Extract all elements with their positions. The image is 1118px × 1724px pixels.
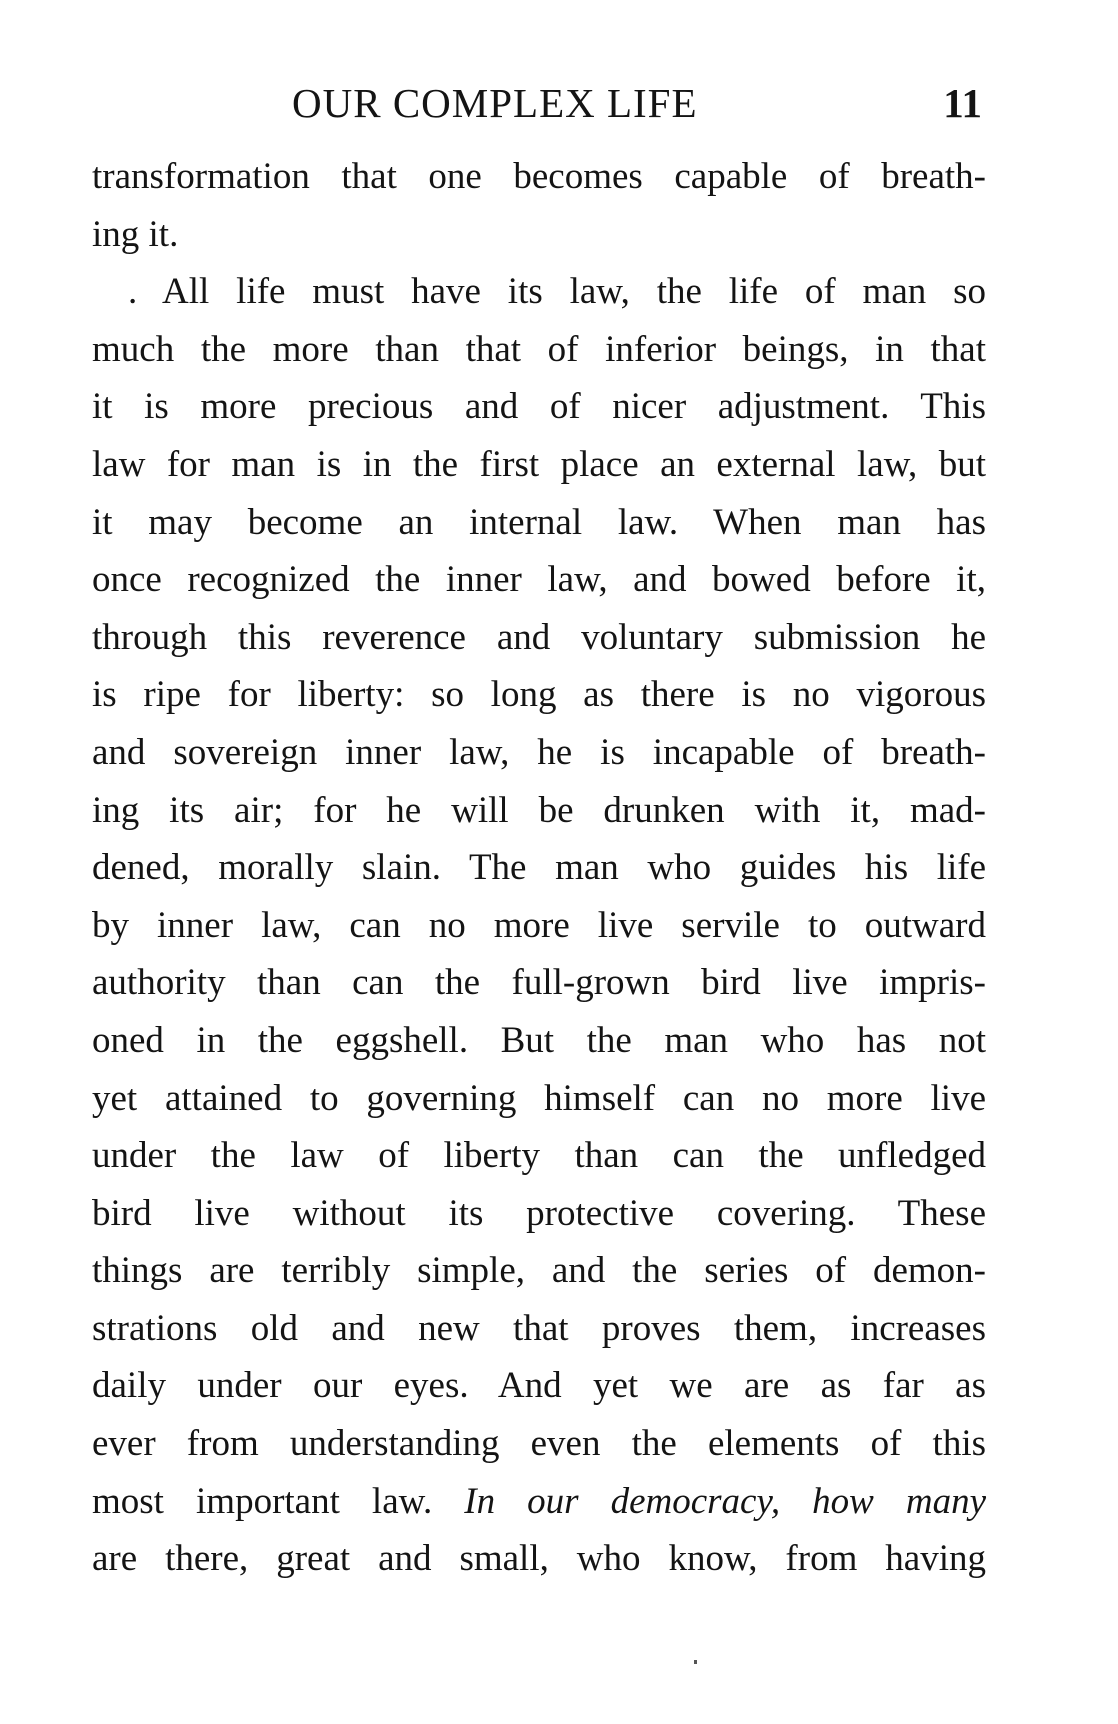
text-line-mixed (92, 1473, 986, 1531)
text-line: by inner law, can no more live servile to outward (92, 904, 986, 946)
text-line: under the law of liberty than can the unfledged (92, 1135, 986, 1177)
text-line: transformation that one becomes capable of breath- (92, 156, 986, 197)
text-line: it may become an internal law. When man has (92, 501, 986, 543)
text-line: is ripe for liberty: so long as there is no vigorous (92, 674, 986, 716)
text-line: daily under our eyes. And yet we are as far as (92, 1365, 986, 1407)
italic-segment: In our democracy, how many (464, 1480, 987, 1522)
text-line: ing its air; for he will be drunken with it, mad- (92, 789, 986, 831)
text-line: yet attained to governing himself can no more live (92, 1077, 986, 1119)
text-line: it is more precious and of nicer adjustment. This (92, 386, 986, 428)
text-line: are there, great and small, who know, from having (92, 1538, 986, 1580)
text-line: through this reverence and voluntary submission he (92, 616, 986, 658)
text-segment: most important law. (92, 1480, 433, 1522)
text-line: authority than can the full-grown bird live impris- (92, 962, 986, 1004)
text-line: law for man is in the first place an external law, but (92, 443, 986, 485)
text-line: oned in the eggshell. But the man who has not (92, 1019, 986, 1061)
text-line: much the more than that of inferior beings, in that (92, 328, 986, 370)
text-line: bird live without its protective covering. These (92, 1192, 986, 1234)
text-line: strations old and new that proves them, increases (92, 1307, 986, 1349)
page-header (92, 78, 992, 128)
text-line: dened, morally slain. The man who guides his life (92, 847, 986, 889)
text-line: and sovereign inner law, he is incapable of breath- (92, 731, 986, 773)
page-number: 11 (943, 80, 982, 126)
text-line: ever from understanding even the elements of this (92, 1423, 986, 1465)
text-line: ing it. (92, 213, 179, 255)
text-line: things are terribly simple, and the series of demon- (92, 1250, 986, 1292)
text-line: once recognized the inner law, and bowed before it, (92, 559, 986, 601)
text-line: . All life must have its law, the life of man so (128, 271, 986, 313)
body-text (92, 148, 986, 1588)
print-speck (694, 1660, 697, 1664)
running-title: OUR COMPLEX LIFE (292, 80, 698, 126)
